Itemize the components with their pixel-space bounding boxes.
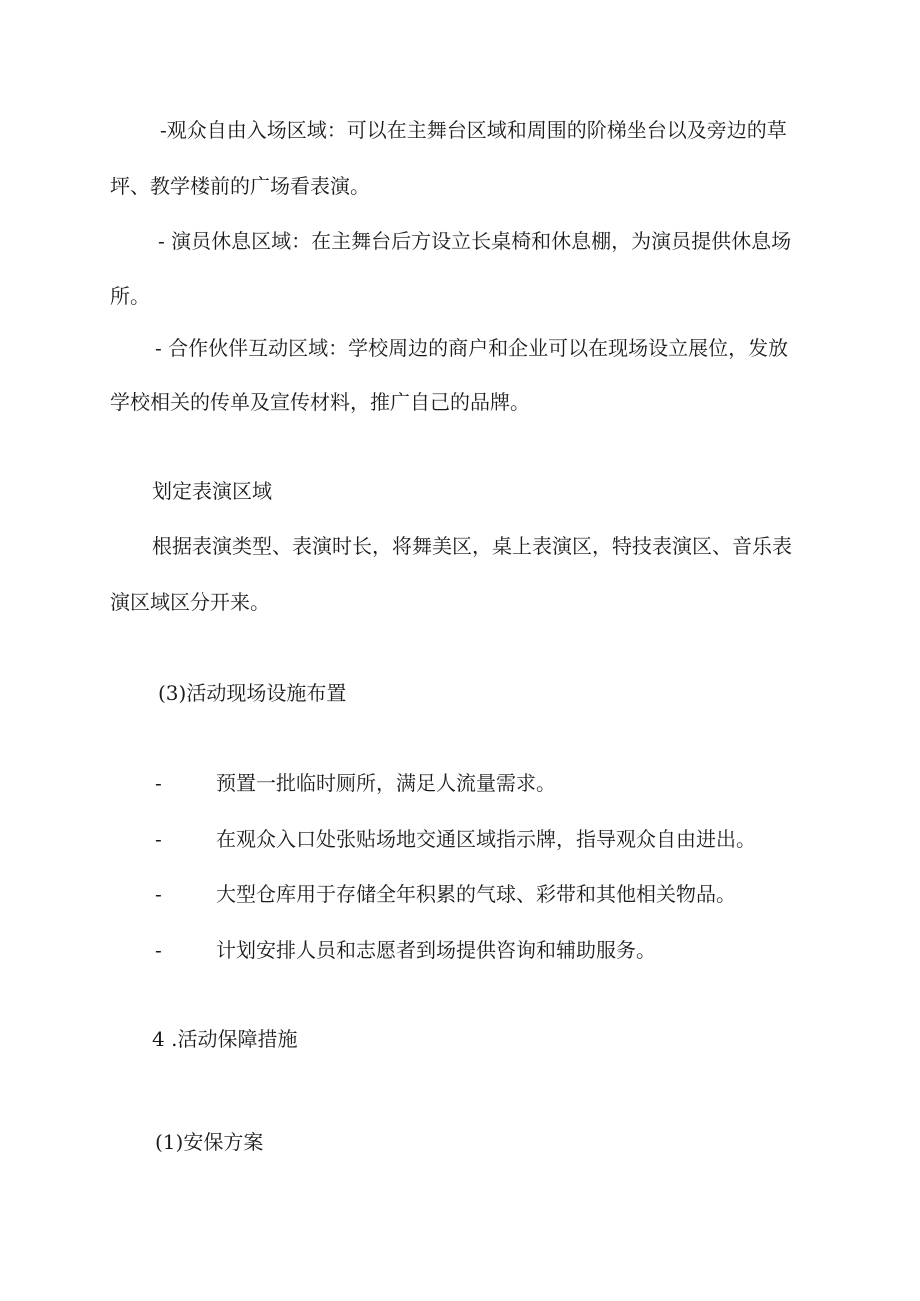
dash-bullet: - [155, 882, 162, 906]
list-item-text: 计划安排人员和志愿者到场提供咨询和辅助服务。 [216, 938, 656, 962]
partner-area-line-1: - 合作伙伴互动区域：学校周边的商户和企业可以在现场设立展位，发放 [155, 336, 789, 360]
dash-bullet: - [155, 771, 162, 795]
facilities-heading: (3)活动现场设施布置 [158, 681, 347, 705]
zone-body-line-1: 根据表演类型、表演时长，将舞美区，桌上表演区，特技表演区、音乐表 [152, 534, 792, 558]
zone-heading: 划定表演区域 [152, 479, 272, 503]
rest-area-line-2: 所。 [110, 284, 150, 308]
dash-bullet: - [155, 938, 162, 962]
audience-area-line-1: -观众自由入场区域：可以在主舞台区域和周围的阶梯坐台以及旁边的草 [160, 118, 787, 142]
audience-area-line-2: 坪、教学楼前的广场看表演。 [110, 174, 370, 198]
partner-area-line-2: 学校相关的传单及宣传材料，推广自己的品牌。 [110, 390, 530, 414]
dash-bullet: - [155, 827, 162, 851]
list-item-text: 预置一批临时厕所，满足人流量需求。 [216, 771, 556, 795]
section-4-heading: 4 .活动保障措施 [152, 1027, 298, 1051]
rest-area-line-1: - 演员休息区域：在主舞台后方设立长桌椅和休息棚，为演员提供休息场 [158, 229, 792, 253]
list-item-text: 大型仓库用于存储全年积累的气球、彩带和其他相关物品。 [216, 882, 736, 906]
zone-body-line-2: 演区域区分开来。 [110, 590, 270, 614]
list-item-text: 在观众入口处张贴场地交通区域指示牌，指导观众自由进出。 [216, 827, 756, 851]
security-heading: (1)安保方案 [155, 1130, 264, 1154]
